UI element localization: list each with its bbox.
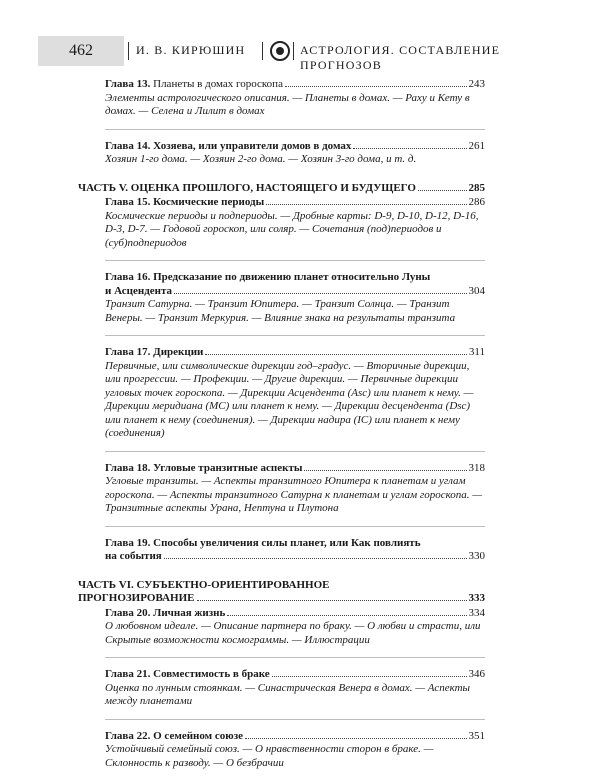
divider <box>293 42 294 60</box>
toc-part-6[interactable] <box>78 579 485 606</box>
chapter-title: Угловые транзитные аспекты <box>153 461 303 474</box>
page-ref: 261 <box>468 139 485 152</box>
toc-entry-ch17[interactable] <box>105 346 485 441</box>
toc-entry-ch19[interactable] <box>105 537 485 564</box>
chapter-summary: Угловые транзиты. — Аспекты транзитного Юпитера к планетам и углам гороскопа. — Аспекты транзитного Сатурна к планетам и углам гороскопа. — Транзитные аспекты Урана, Нептуна и Плутона <box>105 475 483 514</box>
chapter-label: Глава 21. <box>105 668 151 680</box>
page-ref: 285 <box>468 181 485 194</box>
running-header <box>38 36 568 72</box>
chapter-summary: Космические периоды и подпериоды. — Дробные карты: D-9, D-10, D-12, D-16, D-3, D-7. — Годовой гороскоп, или соляр. — Сочетания (под)периодов и (суб)подпериодов <box>105 209 479 249</box>
page-ref: 311 <box>468 346 485 358</box>
toc-entry-ch21[interactable] <box>105 668 485 709</box>
chapter-label: Глава 13. <box>105 78 151 90</box>
divider <box>105 129 485 130</box>
page-ref: 286 <box>468 196 485 208</box>
page-ref: 243 <box>468 78 485 90</box>
chapter-title-cont: на события <box>105 550 162 562</box>
chapter-summary: Устойчивый семейный союз. — О нравственности сторон в браке. — Склонность к разводу. — О безбрачии <box>105 743 434 769</box>
divider <box>262 42 263 60</box>
page-ref: 304 <box>468 284 485 297</box>
divider <box>105 719 485 720</box>
chapter-summary: О любовном идеале. — Описание партнера по браку. — О любви и страсти, или Скрытые возможности космограммы. — Иллюстрации <box>105 620 481 646</box>
chapter-title: Способы увеличения силы планет, или Как повлиять <box>153 536 421 549</box>
toc-entry-ch16[interactable] <box>105 271 485 325</box>
page-ref: 330 <box>468 550 485 562</box>
chapter-title: Дирекции <box>153 346 204 358</box>
divider <box>105 657 485 658</box>
toc-part-5[interactable] <box>78 182 485 196</box>
header-author: И. В. КИРЮШИН <box>136 43 246 57</box>
header-book-title: АСТРОЛОГИЯ. СОСТАВЛЕНИЕ ПРОГНОЗОВ <box>300 43 501 72</box>
toc-entry-ch20[interactable] <box>105 607 485 648</box>
table-of-contents <box>78 78 485 779</box>
chapter-label: Глава 20. <box>105 606 151 619</box>
toc-entry-ch14[interactable] <box>105 140 485 167</box>
chapter-label: Глава 16. <box>105 271 151 283</box>
divider <box>105 526 485 527</box>
chapter-label: Глава 19. <box>105 536 151 549</box>
chapter-label: Глава 15. <box>105 196 151 208</box>
toc-entry-ch15[interactable] <box>105 196 485 250</box>
divider <box>105 260 485 261</box>
chapter-title: Космические периоды <box>153 196 265 208</box>
part-title: ЧАСТЬ V. ОЦЕНКА ПРОШЛОГО, НАСТОЯЩЕГО И БУДУЩЕГО <box>78 181 416 194</box>
chapter-summary: Элементы астрологического описания. — Планеты в домах. — Раху и Кету в домах. — Селена и Лилит в домах <box>105 91 470 117</box>
chapter-summary: Первичные, или символические дирекции год–градус. — Вторичные дирекции, или прогрессии. — Профекции. — Другие дирекции. — Первичные дирекции угловых точек гороскопа. — Дирекции Асцендента (Asc) или планет к нему. — Дирекции меридиана (MC) или планет к нему. — Дирекции десцендента (Dsc) или планет к нему (соединения). — Дирекции надира (IC) или планет к нему (соединения) <box>105 359 474 439</box>
page-ref: 334 <box>468 606 485 619</box>
chapter-label: Глава 14. <box>105 139 151 152</box>
chapter-title: Личная жизнь <box>153 606 226 619</box>
publisher-logo-icon <box>270 41 290 61</box>
chapter-summary: Оценка по лунным стоянкам. — Синастрическая Венера в домах. — Аспекты между планетами <box>105 681 470 707</box>
chapter-summary: Хозяин 1-го дома. — Хозяин 2-го дома. — Хозяин 3-го дома, и т. д. <box>105 153 417 165</box>
chapter-title: О семейном союзе <box>153 729 244 742</box>
divider <box>105 451 485 452</box>
chapter-label: Глава 17. <box>105 346 151 358</box>
page-ref: 346 <box>468 668 485 680</box>
divider <box>128 42 129 60</box>
chapter-title: Хозяева, или управители домов в домах <box>153 139 352 152</box>
chapter-title: Планеты в домах гороскопа <box>153 78 283 90</box>
part-title-cont: ПРОГНОЗИРОВАНИЕ <box>78 592 195 604</box>
toc-entry-ch18[interactable] <box>105 462 485 516</box>
page-number: 462 <box>38 36 124 66</box>
chapter-summary: Транзит Сатурна. — Транзит Юпитера. — Транзит Солнца. — Транзит Венеры. — Транзит Меркурия. — Влияние знака на результаты транзита <box>105 298 456 324</box>
toc-entry-ch13[interactable] <box>105 78 485 119</box>
chapter-label: Глава 18. <box>105 461 151 474</box>
chapter-label: Глава 22. <box>105 729 151 742</box>
part-title: ЧАСТЬ VI. СУБЪЕКТНО-ОРИЕНТИРОВАННОЕ <box>78 578 330 591</box>
chapter-title: Предсказание по движению планет относительно Луны <box>153 271 431 283</box>
divider <box>105 335 485 336</box>
chapter-title-cont: и Асцендента <box>105 284 173 297</box>
page-ref: 333 <box>468 592 485 604</box>
page-ref: 351 <box>468 729 485 742</box>
chapter-title: Совместимость в браке <box>153 668 270 680</box>
page-ref: 318 <box>468 461 485 474</box>
